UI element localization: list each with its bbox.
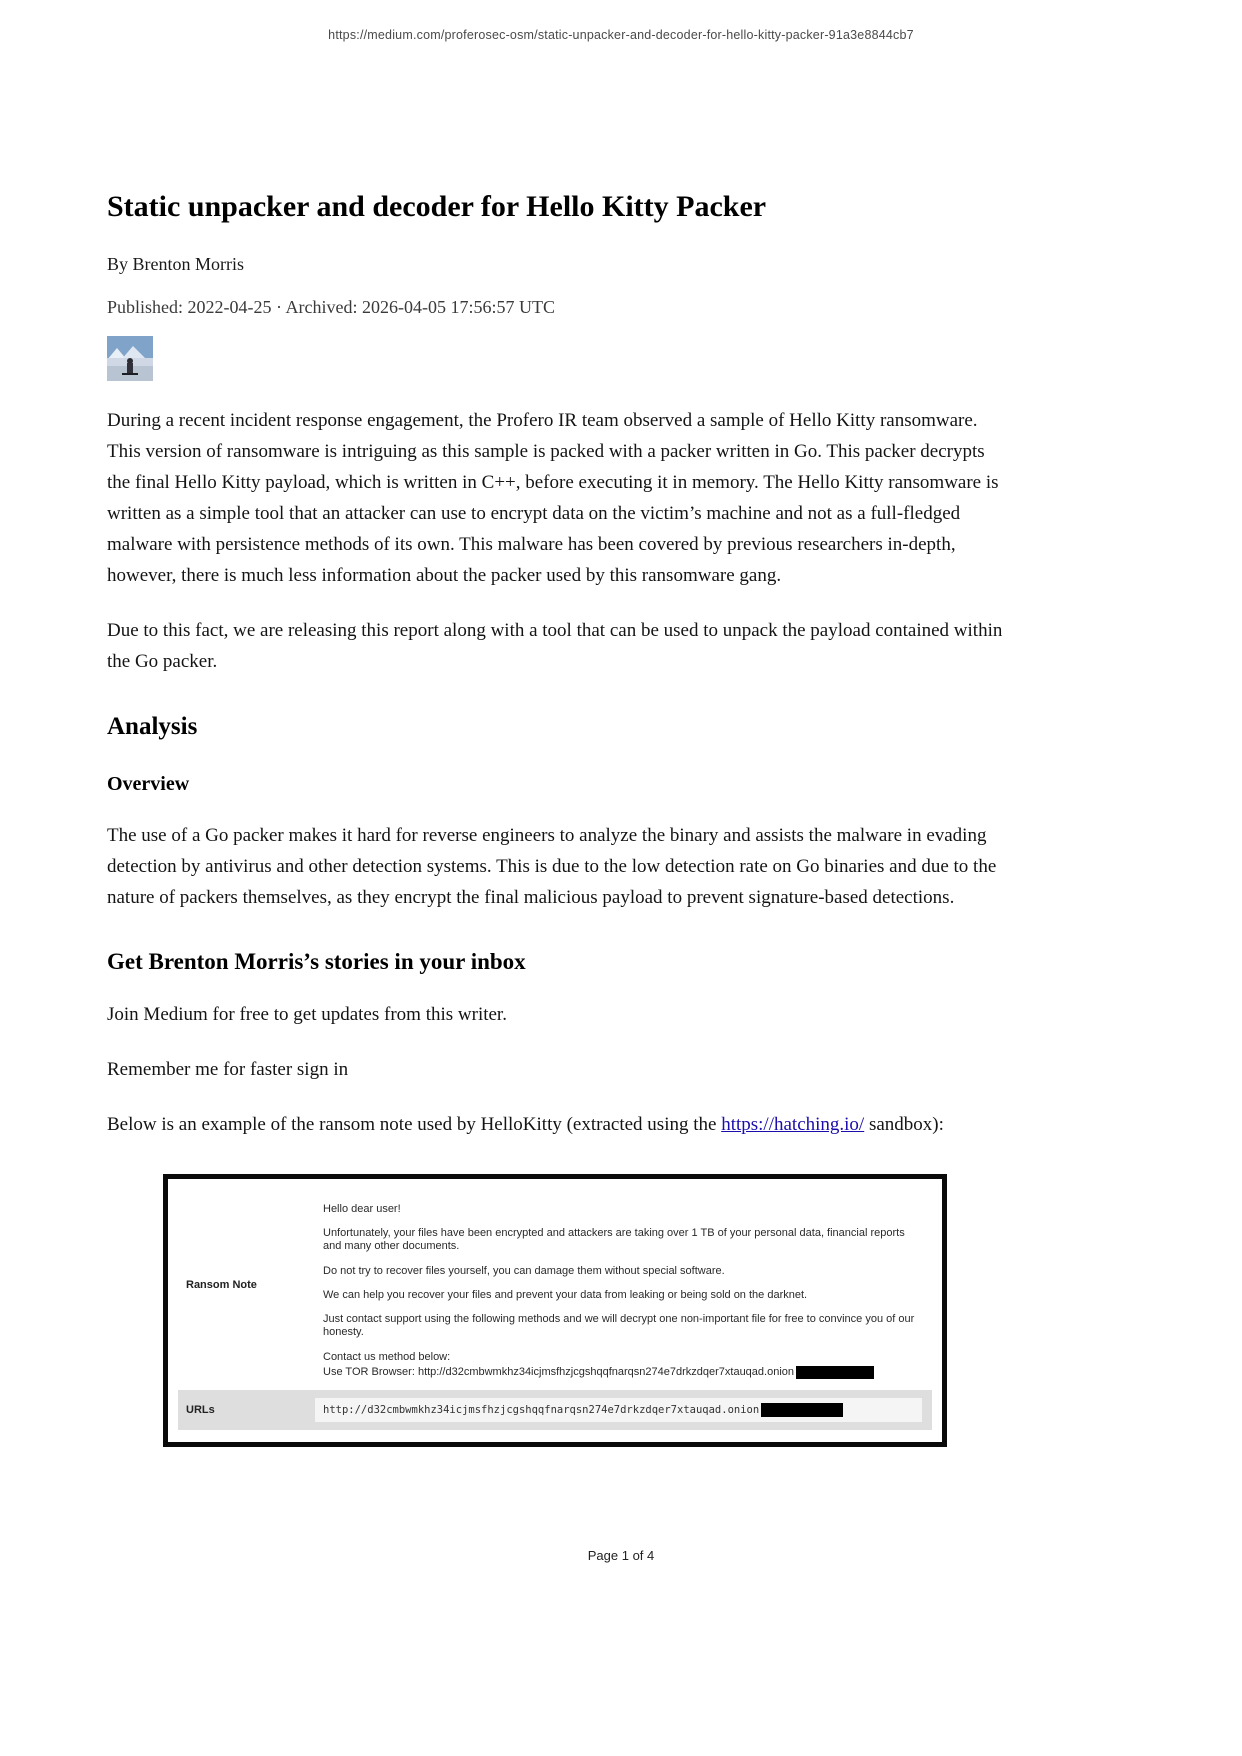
ransom-line: Unfortunately, your files have been encrypted and attackers are taking over 1 TB of your personal data, financial reports and many other documents. [323, 1227, 905, 1253]
urls-label: URLs [186, 1404, 215, 1416]
ransom-intro-text-post: sandbox): [864, 1114, 944, 1135]
page-title: Static unpacker and decoder for Hello Kitty Packer [107, 190, 767, 223]
redaction-box [761, 1403, 843, 1417]
heading-analysis: Analysis [107, 713, 198, 740]
ransom-tor-text: Use TOR Browser: http://d32cmbwmkhz34icjmsfhzjcgshqqfnarqsn274e7drkzdqer7xtauqad.onion [323, 1366, 795, 1379]
ransom-line: Hello dear user! [323, 1203, 401, 1215]
ransom-tor-line [323, 1365, 926, 1380]
skier-photo-image [107, 336, 153, 381]
heading-inbox-promo: Get Brenton Morris’s stories in your inbox [107, 949, 526, 974]
ransom-note-row [178, 1189, 932, 1380]
author-photo [107, 336, 153, 381]
heading-overview: Overview [107, 773, 190, 795]
hatching-io-link[interactable]: https://hatching.io/ [721, 1114, 865, 1135]
paragraph-intro: During a recent incident response engagement, the Profero IR team observed a sample of Hello Kitty ransomware. This version of ransomware is intriguing as this sample is packed with a packer written in Go. This packer decrypts the final Hello Kitty payload, which is written in C++, before executing it in memory. The Hello Kitty ransomware is written as a simple tool that an attacker can use to encrypt data on the victim’s machine and not as a full-fledged malware with persistence methods of its own. This malware has been covered by previous researchers in-depth, however, there is much less information about the packer used by this ransomware gang. [107, 410, 999, 586]
archive-source-url: https://medium.com/proferosec-osm/static-unpacker-and-decoder-for-hello-kitty-packer-91a3e8844cb7 [328, 28, 914, 42]
urls-row [178, 1390, 932, 1430]
redaction-box [796, 1366, 874, 1379]
paragraph-join-medium: Join Medium for free to get updates from this writer. [107, 1004, 507, 1025]
paragraph-remember-me: Remember me for faster sign in [107, 1059, 349, 1080]
ransom-note-label: Ransom Note [186, 1278, 257, 1291]
publish-meta: Published: 2022-04-25 · Archived: 2026-04-05 17:56:57 UTC [107, 297, 555, 317]
urls-value-text: http://d32cmbwmkhz34icjmsfhzjcgshqqfnarqsn274e7drkzdqer7xtauqad.onion [323, 1404, 760, 1416]
paragraph-release: Due to this fact, we are releasing this report along with a tool that can be used to unpack the payload contained within the Go packer. [107, 620, 1003, 672]
ransom-line: Do not try to recover files yourself, you can damage them without special software. [323, 1264, 725, 1277]
author-byline: By Brenton Morris [107, 254, 244, 274]
page-number: Page 1 of 4 [587, 1548, 655, 1563]
paragraph-go-packer: The use of a Go packer makes it hard for reverse engineers to analyze the binary and assists the malware in evading detection by antivirus and other detection systems. This is due to the low detection rate on Go binaries and due to the nature of packers themselves, as they encrypt the final malicious payload to prevent signature-based detections. [107, 825, 997, 908]
ransom-line: Just contact support using the following methods and we will decrypt one non-important file for free to convince you of our honesty. [323, 1312, 915, 1339]
ransom-note-label-cell [178, 1189, 323, 1380]
urls-value-field [315, 1398, 922, 1422]
ransom-intro-text-pre: Below is an example of the ransom note used by HelloKitty (extracted using the [107, 1114, 722, 1135]
paragraph-ransom-intro [107, 1109, 1007, 1140]
ransom-note-text [323, 1189, 932, 1380]
ransom-note-screenshot [163, 1174, 947, 1447]
article-body [107, 0, 1007, 1447]
ransom-contact-line: Contact us method below: [323, 1351, 451, 1364]
ransom-line: We can help you recover your files and prevent your data from leaking or being sold on the darknet. [323, 1288, 808, 1301]
